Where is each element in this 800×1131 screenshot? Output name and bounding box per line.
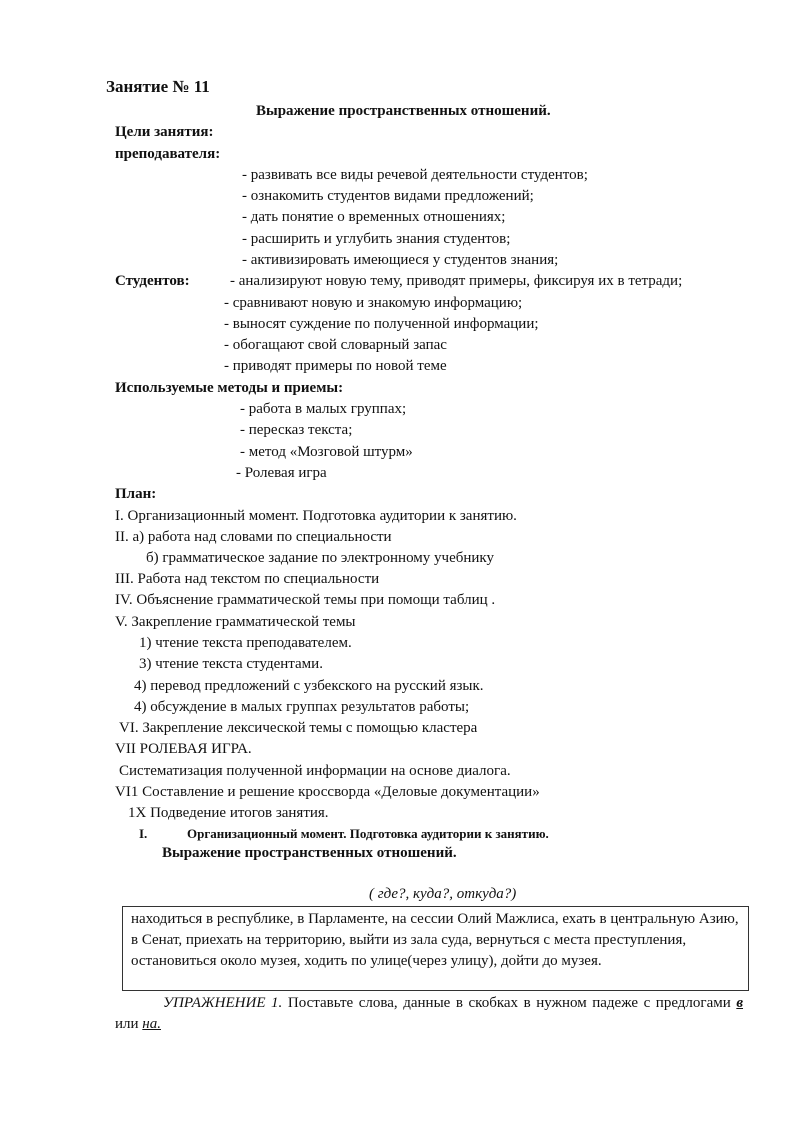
student-goal: - обогащают свой словарный запас: [224, 337, 447, 353]
method-item: - метод «Мозговой штурм»: [240, 444, 413, 460]
questions-line: ( где?, куда?, откуда?): [369, 886, 517, 902]
plan-item: VII РОЛЕВАЯ ИГРА.: [115, 741, 252, 757]
goals-label: Цели занятия:: [115, 124, 214, 140]
word-phrases-box: [122, 906, 749, 991]
plan-item: V. Закрепление грамматической темы: [115, 614, 356, 630]
word-phrases-text: находиться в республике, в Парламенте, на сессии Олий Мажлиса, ехать в центральную Азию, в Сенат, приехать на территорию, выйти из зала суда, вернуться с места преступления, остановиться около музея, ходить по улице(через улицу), дойти до музея.: [131, 911, 739, 969]
section1-title: Организационный момент. Подготовка аудитории к занятию.: [187, 826, 549, 841]
methods-label: Используемые методы и приемы:: [115, 380, 344, 396]
preposition-v: в: [736, 995, 744, 1011]
teacher-goal: - расширить и углубить знания студентов;: [242, 231, 511, 247]
student-goal: - выносят суждение по полученной информации;: [224, 316, 539, 332]
teacher-goal: - дать понятие о временных отношениях;: [242, 209, 506, 225]
method-item: - Ролевая игра: [236, 465, 327, 481]
teacher-goal: - активизировать имеющиеся у студентов знания;: [242, 252, 559, 268]
student-goal: - анализируют новую тему, приводят примеры, фиксируя их в тетради;: [230, 273, 683, 289]
preposition-na: на.: [142, 1016, 161, 1032]
teacher-label: преподавателя:: [115, 146, 221, 162]
section1-number: I.: [139, 826, 148, 841]
plan-item: II. а) работа над словами по специальности: [115, 529, 392, 545]
plan-item: 4) перевод предложений с узбекского на русский язык.: [134, 678, 484, 694]
lesson-topic: Выражение пространственных отношений.: [256, 103, 551, 119]
plan-item: I. Организационный момент. Подготовка аудитории к занятию.: [115, 508, 517, 524]
or-word: или: [115, 1016, 143, 1032]
plan-item: Систематизация полученной информации на основе диалога.: [119, 763, 511, 779]
plan-item: VI. Закрепление лексической темы с помощью кластера: [119, 720, 478, 736]
plan-item: 4) обсуждение в малых группах результатов работы;: [134, 699, 470, 715]
exercise-label: УПРАЖНЕНИЕ 1.: [163, 995, 283, 1011]
exercise-paragraph: [115, 993, 743, 1035]
student-goal: - сравнивают новую и знакомую информацию;: [224, 295, 523, 311]
teacher-goal: - развивать все виды речевой деятельности студентов;: [242, 167, 588, 183]
plan-item: 1) чтение текста преподавателем.: [139, 635, 352, 651]
plan-item: IV. Объяснение грамматической темы при помощи таблиц .: [115, 592, 496, 608]
plan-item: 1Х Подведение итогов занятия.: [128, 805, 329, 821]
plan-item: б) грамматическое задание по электронному учебнику: [146, 550, 494, 566]
plan-item: III. Работа над текстом по специальности: [115, 571, 380, 587]
plan-item: 3) чтение текста студентами.: [139, 656, 323, 672]
teacher-goal: - ознакомить студентов видами предложений;: [242, 188, 534, 204]
plan-item: VI1 Составление и решение кроссворда «Деловые документации»: [115, 784, 540, 800]
section1-subtitle: Выражение пространственных отношений.: [162, 845, 457, 861]
method-item: - работа в малых группах;: [240, 401, 407, 417]
student-goal: - приводят примеры по новой теме: [224, 358, 447, 374]
plan-label: План:: [115, 486, 157, 502]
lesson-heading: Занятие № 11: [106, 77, 210, 96]
method-item: - пересказ текста;: [240, 422, 353, 438]
students-label: Студентов:: [115, 273, 190, 289]
exercise-text: Поставьте слова, данные в скобках в нужном падеже с предлогами: [282, 995, 737, 1011]
